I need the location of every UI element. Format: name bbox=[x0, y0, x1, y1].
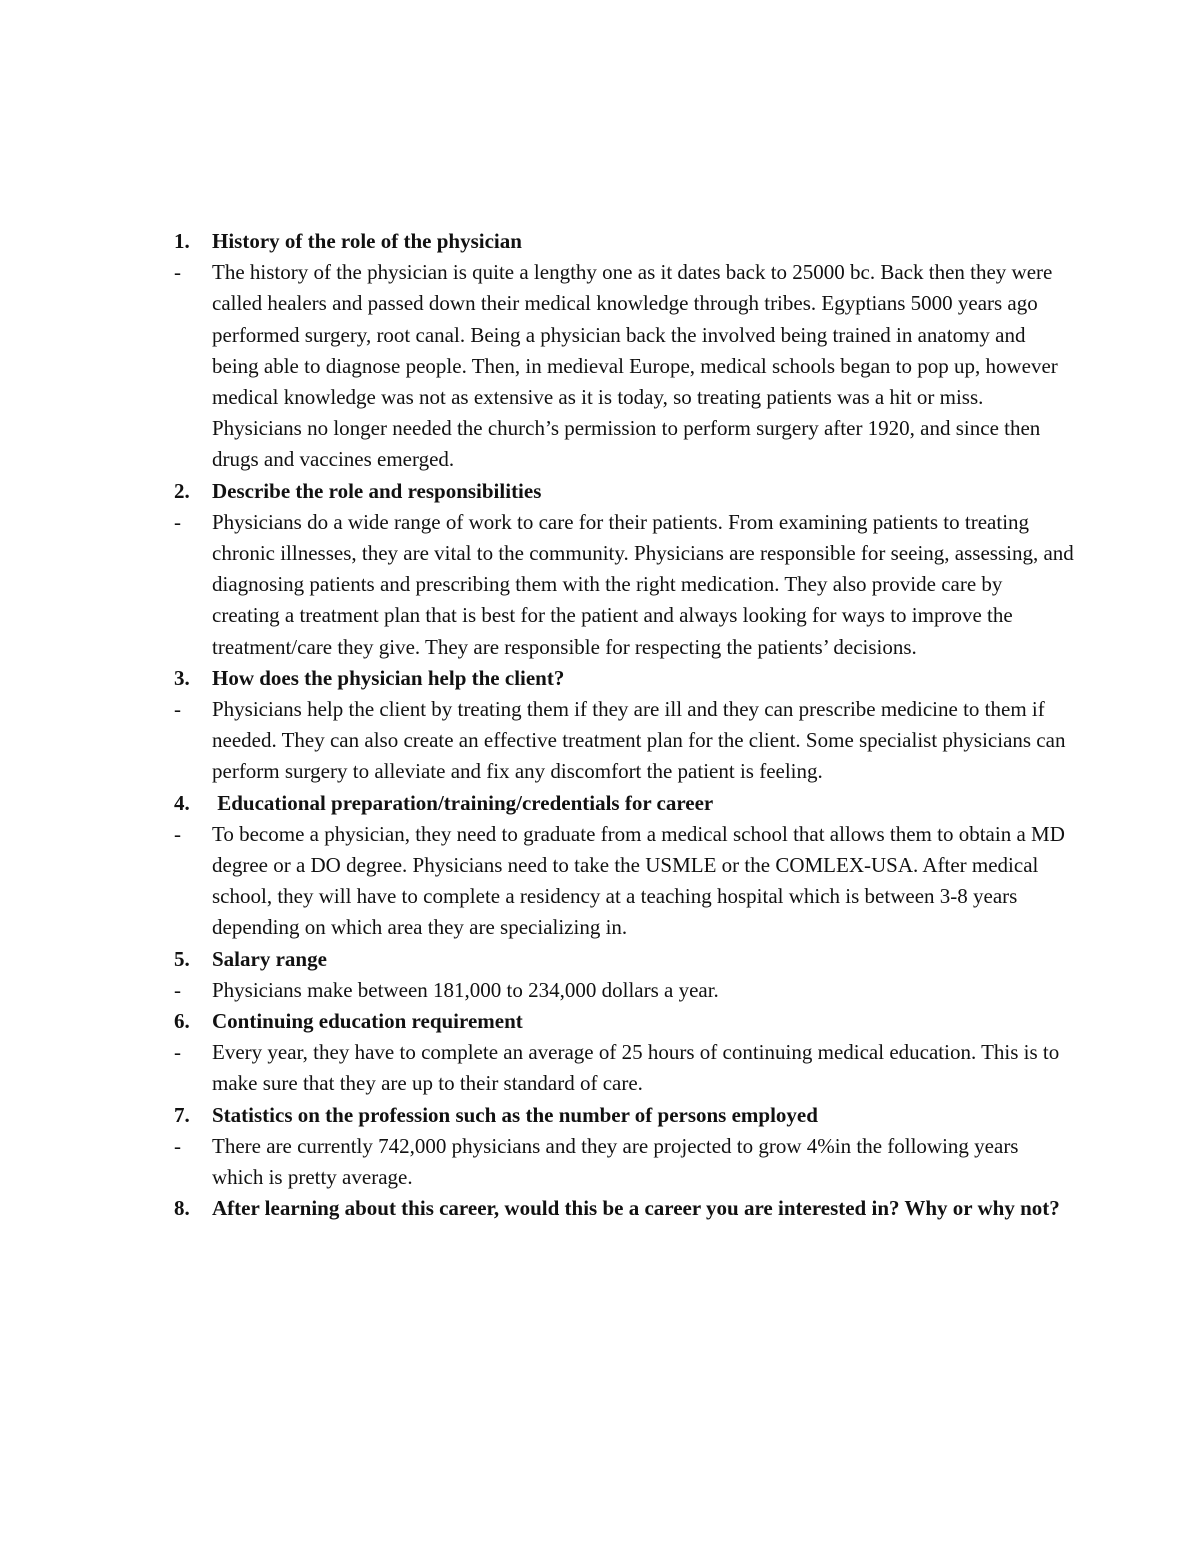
bullet-dash: - bbox=[174, 977, 181, 1002]
section-1-heading bbox=[174, 226, 1074, 257]
section-text: To become a physician, they need to graduate from a medical school that allows them to obtain a MD degree or a DO degree. Physicians need to take the USMLE or the COMLEX-USA. After medical school, they will have to complete a residency at a teaching hospital which is between 3-8 years depending on which area they are specializing in. bbox=[212, 821, 1065, 940]
section-text: Physicians help the client by treating them if they are ill and they can prescribe medicine to them if needed. They can also create an effective treatment plan for the client. Some specialist physicians can perform surgery to alleviate and fix any discomfort the patient is feeling. bbox=[212, 697, 1066, 784]
section-heading: Describe the role and responsibilities bbox=[212, 478, 542, 503]
section-text: Physicians do a wide range of work to care for their patients. From examining patients to treating chronic illnesses, they are vital to the community. Physicians are responsible for seeing, assessing, and diagnosing patients and prescribing them with the right medication. They also provide care by creating a treatment plan that is best for the patient and always looking for ways to improve the treatment/care they give. They are responsible for respecting the patients’ decisions. bbox=[212, 509, 1074, 659]
document-body bbox=[174, 226, 1074, 1225]
section-number: 8. bbox=[174, 1196, 190, 1221]
section-2-heading bbox=[174, 476, 1074, 507]
section-7-heading bbox=[174, 1100, 1074, 1131]
section-3-body bbox=[174, 694, 1074, 788]
bullet-dash: - bbox=[174, 260, 181, 285]
section-5-body bbox=[174, 975, 1074, 1006]
bullet-dash: - bbox=[174, 509, 181, 534]
section-heading: Salary range bbox=[212, 946, 327, 971]
section-8-heading bbox=[174, 1193, 1074, 1224]
section-number: 3. bbox=[174, 665, 190, 690]
section-heading: Educational preparation/training/credentials for career bbox=[212, 790, 714, 815]
bullet-dash: - bbox=[174, 1040, 181, 1065]
bullet-dash: - bbox=[174, 821, 181, 846]
section-6-heading bbox=[174, 1006, 1074, 1037]
section-heading: History of the role of the physician bbox=[212, 229, 522, 253]
section-3-heading bbox=[174, 663, 1074, 694]
section-4-body bbox=[174, 819, 1074, 944]
section-heading: How does the physician help the client? bbox=[212, 665, 565, 690]
section-6-body bbox=[174, 1037, 1074, 1099]
section-text: Physicians make between 181,000 to 234,000 dollars a year. bbox=[212, 977, 719, 1002]
section-5-heading bbox=[174, 944, 1074, 975]
section-1-body bbox=[174, 257, 1074, 475]
section-text: Every year, they have to complete an average of 25 hours of continuing medical education. This is to make sure that they are up to their standard of care. bbox=[212, 1040, 1060, 1096]
section-text: There are currently 742,000 physicians and they are projected to grow 4%in the following years which is pretty average. bbox=[212, 1133, 1019, 1190]
section-number: 6. bbox=[174, 1009, 190, 1034]
section-number: 2. bbox=[174, 478, 190, 503]
section-2-body bbox=[174, 507, 1074, 663]
bullet-dash: - bbox=[174, 1133, 181, 1158]
section-7-body bbox=[174, 1131, 1074, 1193]
section-number: 4. bbox=[174, 790, 190, 815]
bullet-dash: - bbox=[174, 697, 181, 722]
section-text: The history of the physician is quite a lengthy one as it dates back to 25000 bc. Back then they were called healers and passed down their medical knowledge through tribes. Egyptians 5000 years ago performed surgery, root canal. Being a physician back the involved being trained in anatomy and being able to diagnose people. Then, in medieval Europe, medical schools began to pop up, however medical knowledge was not as extensive as it is today, so treating patients was a hit or miss. Physicians no longer needed the church’s permission to perform surgery after 1920, and since then drugs and vaccines emerged. bbox=[212, 260, 1058, 472]
section-4-heading bbox=[174, 788, 1074, 819]
section-heading: Continuing education requirement bbox=[212, 1009, 523, 1034]
section-number: 5. bbox=[174, 946, 190, 971]
section-heading: After learning about this career, would this be a career you are interested in? Why or why not? bbox=[212, 1196, 1060, 1221]
section-number: 1. bbox=[174, 229, 190, 253]
section-number: 7. bbox=[174, 1102, 190, 1127]
section-heading: Statistics on the profession such as the number of persons employed bbox=[212, 1102, 818, 1127]
